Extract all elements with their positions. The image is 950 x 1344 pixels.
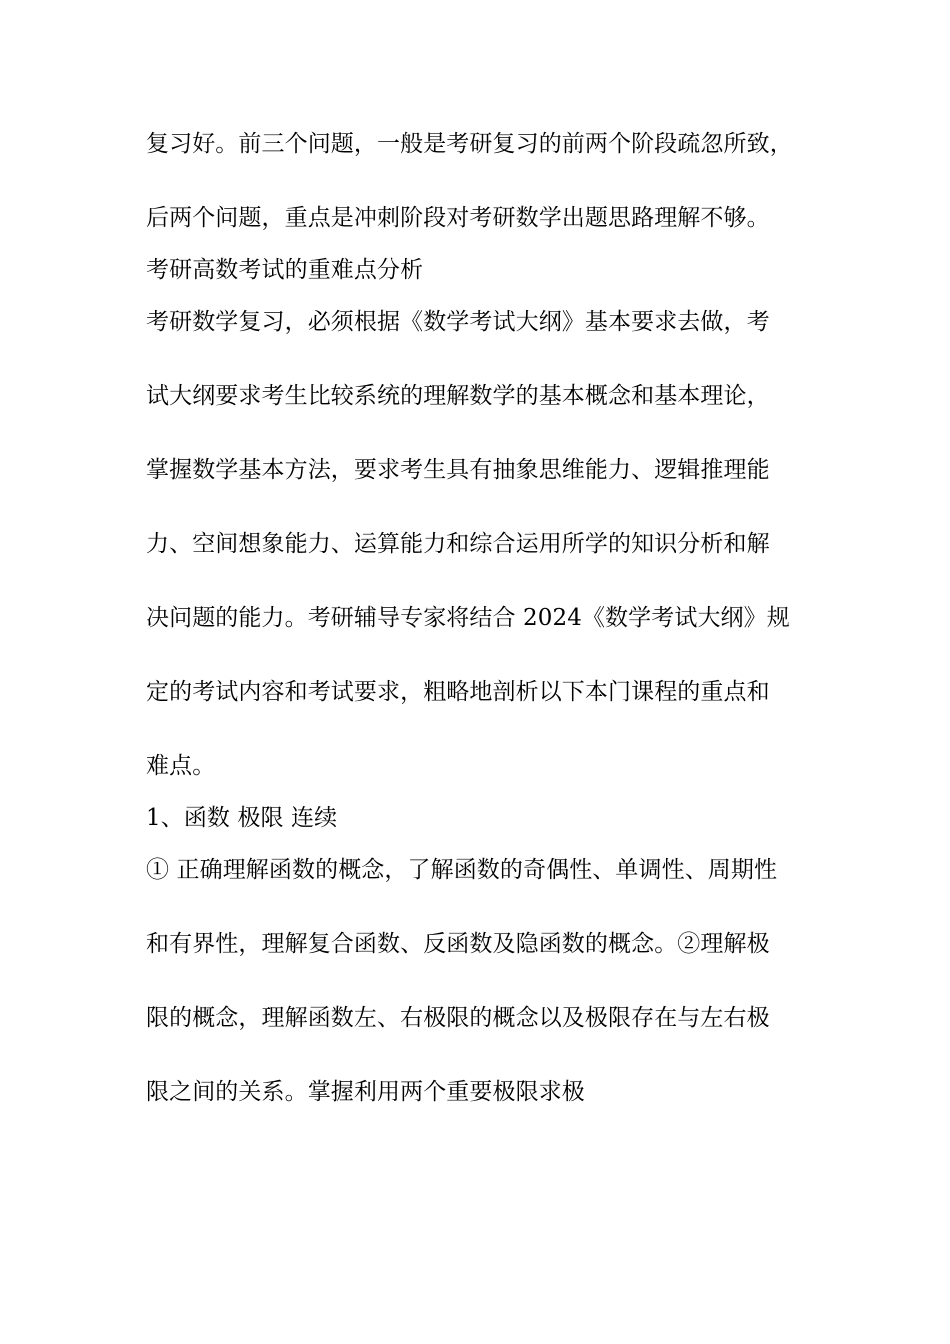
paragraph-line: 决问题的能力。考研辅导专家将结合 2024《数学考试大纲》规 (146, 605, 790, 631)
paragraph-line: 定的考试内容和考试要求，粗略地剖析以下本门课程的重点和 (146, 679, 770, 705)
paragraph-line: 考研数学复习，必须根据《数学考试大纲》基本要求去做，考 (146, 309, 770, 335)
paragraph-line: 难点。 (146, 753, 216, 779)
paragraph-line: ① 正确理解函数的概念，了解函数的奇偶性、单调性、周期性 (146, 857, 778, 883)
paragraph-line: 限的概念，理解函数左、右极限的概念以及极限存在与左右极 (146, 1005, 770, 1031)
paragraph-line: 后两个问题，重点是冲刺阶段对考研数学出题思路理解不够。 (146, 205, 770, 231)
section-heading: 1、函数 极限 连续 (146, 805, 338, 831)
paragraph-line: 试大纲要求考生比较系统的理解数学的基本概念和基本理论， (146, 383, 770, 409)
paragraph-line: 力、空间想象能力、运算能力和综合运用所学的知识分析和解 (146, 531, 770, 557)
section-heading: 考研高数考试的重难点分析 (146, 257, 424, 283)
paragraph-line: 掌握数学基本方法，要求考生具有抽象思维能力、逻辑推理能 (146, 457, 770, 483)
document-body (146, 131, 810, 1105)
paragraph-line: 限之间的关系。掌握利用两个重要极限求极 (146, 1079, 585, 1105)
paragraph-line: 和有界性，理解复合函数、反函数及隐函数的概念。②理解极 (146, 931, 770, 957)
paragraph-line: 复习好。前三个问题，一般是考研复习的前两个阶段疏忽所致， (146, 131, 793, 157)
